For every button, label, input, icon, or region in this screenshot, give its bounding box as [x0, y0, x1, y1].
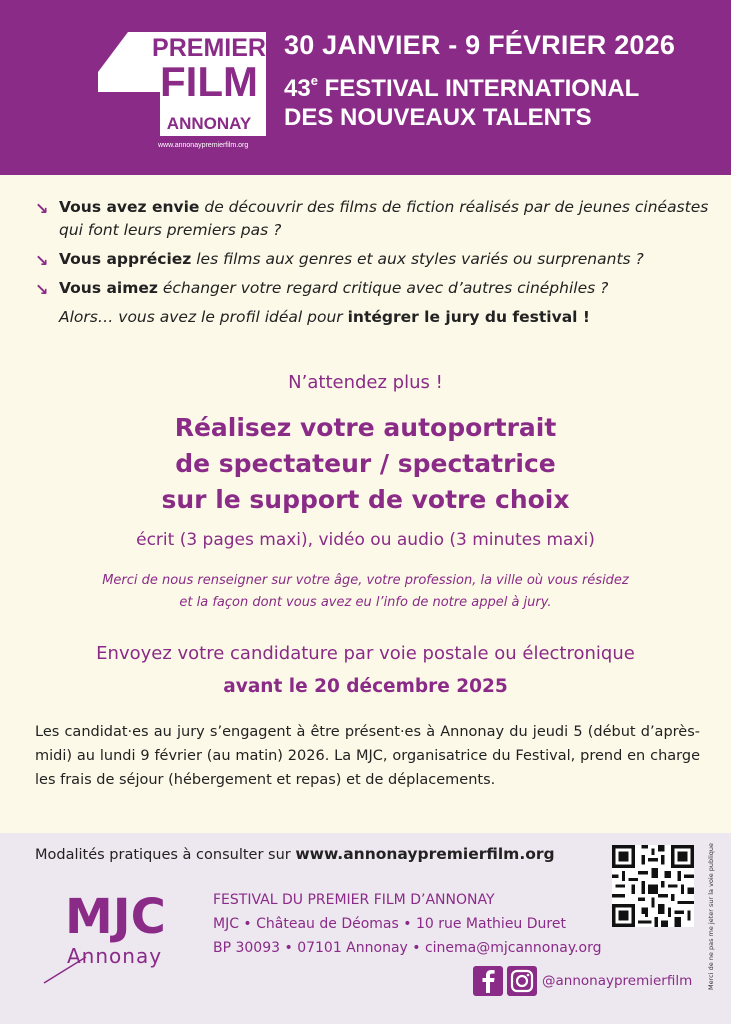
list-item	[35, 277, 715, 300]
merci-line: et la façon dont vous avez eu l’info de notre appel à jury.	[179, 595, 552, 610]
bullet-bold: Vous avez envie	[59, 198, 200, 216]
arrow-down-right-icon: ↘	[35, 199, 49, 218]
bullet-text: de découvrir des films de fiction réalisés par de jeunes cinéastes qui font leurs premiers pas ?	[59, 198, 709, 239]
modalites-line	[35, 845, 555, 863]
logo-url[interactable]: www.annonaypremierfilm.org	[158, 142, 249, 149]
title-line: Réalisez votre autoportrait	[174, 413, 557, 442]
alors-text: Alors… vous avez le profil idéal pour	[59, 308, 348, 326]
nattendez-heading: N’attendez plus !	[288, 372, 443, 393]
main-title	[0, 410, 731, 518]
bullet-text: échanger votre regard critique avec d’autres cinéphiles ?	[157, 279, 609, 297]
merci-note	[0, 570, 731, 614]
festival-dates: 30 JANVIER - 9 FÉVRIER 2026	[284, 30, 676, 60]
candidates-paragraph: Les candidat·es au jury s’engagent à être présent·es à Annonay du jeudi 5 (début d’après-midi) au lundi 9 février (au matin) 2026. La MJC, organisatrice du Festival, prend en charge les frais de séjour (hébergement et repas) et de déplacements.	[35, 724, 700, 788]
festival-subtitle: DES NOUVEAUX TALENTS	[284, 104, 592, 131]
website-link[interactable]: www.annonaypremierfilm.org	[295, 845, 555, 863]
bullet-bold: Vous appréciez	[59, 250, 192, 268]
festival-address	[213, 888, 602, 960]
jury-profile-line	[35, 306, 715, 329]
arrow-down-right-icon: ↘	[35, 251, 49, 270]
mjc-annonay-text: Annonay	[67, 944, 163, 968]
alors-bold: intégrer le jury du festival !	[347, 308, 590, 326]
premier-film-logo	[96, 28, 272, 138]
qr-code-icon[interactable]	[612, 845, 694, 927]
merci-line: Merci de nous renseigner sur votre âge, votre profession, la ville où vous résidez	[102, 573, 629, 588]
recycling-note: Merci de ne pas me jeter sur la voie publique	[707, 842, 715, 990]
support-formats: écrit (3 pages maxi), vidéo ou audio (3 minutes maxi)	[136, 530, 595, 550]
list-item	[35, 196, 715, 242]
instagram-icon[interactable]	[507, 966, 537, 996]
address-line: MJC • Château de Déomas • 10 rue Mathieu Duret	[213, 916, 566, 932]
title-line: sur le support de votre choix	[161, 485, 570, 514]
deadline: avant le 20 décembre 2025	[223, 676, 508, 697]
address-line[interactable]: BP 30093 • 07101 Annonay • cinema@mjcannonay.org	[213, 940, 602, 956]
logo-premier: PREMIER	[152, 34, 266, 62]
question-list	[35, 196, 715, 329]
edition-title: FESTIVAL INTERNATIONAL	[317, 75, 640, 102]
title-line: de spectateur / spectatrice	[175, 449, 556, 478]
list-item	[35, 248, 715, 271]
bullet-bold: Vous aimez	[59, 279, 158, 297]
logo-film: FILM	[160, 58, 258, 105]
logo-annonay: ANNONAY	[166, 114, 252, 133]
social-handle[interactable]: @annonaypremierfilm	[542, 973, 693, 989]
arrow-down-right-icon: ↘	[35, 280, 49, 299]
send-application: Envoyez votre candidature par voie postale ou électronique	[96, 643, 635, 664]
edition-number: 43	[284, 75, 311, 102]
mjc-text: MJC	[65, 889, 166, 945]
modalites-text: Modalités pratiques à consulter sur	[35, 847, 296, 863]
bullet-text: les films aux genres et aux styles variés ou surprenants ?	[191, 250, 644, 268]
mjc-annonay-logo	[40, 885, 190, 985]
facebook-icon[interactable]	[473, 966, 503, 996]
address-line: FESTIVAL DU PREMIER FILM D’ANNONAY	[213, 892, 495, 908]
festival-edition	[284, 75, 639, 103]
edition-suffix: e	[310, 73, 318, 88]
